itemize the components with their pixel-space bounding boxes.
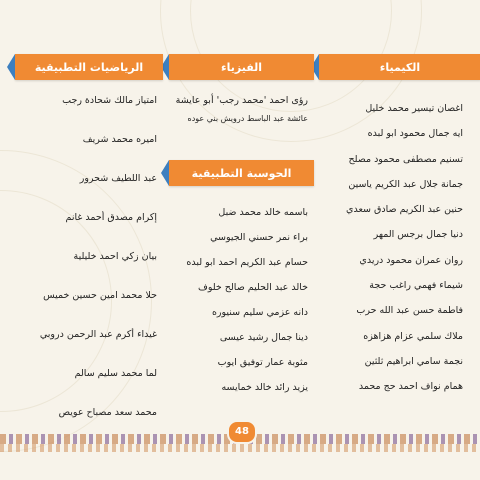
list-item: دنيا جمال برجس المهر bbox=[373, 229, 463, 241]
list-item: محمد سعد مصباح عويص bbox=[58, 407, 157, 418]
physics-title: الفيزياء bbox=[220, 60, 263, 74]
physics-banner bbox=[169, 54, 314, 80]
physics-name-list bbox=[169, 92, 314, 128]
chemistry-name-list bbox=[319, 96, 469, 400]
list-item: خالد عبد الحليم صالح خلوف bbox=[197, 282, 308, 293]
list-item: ايه جمال محمود ابو لبده bbox=[367, 128, 463, 140]
list-item: حلا محمد امين حسين خميس bbox=[43, 290, 157, 301]
applied-computing-column bbox=[169, 160, 314, 400]
list-item: عائشة عبد الباسط درويش بني عوده bbox=[187, 114, 308, 123]
list-item: دينا جمال رشيد عيسى bbox=[219, 332, 308, 343]
list-item: باسمه خالد محمد ضبل bbox=[218, 207, 308, 218]
list-item: غيداء أكرم عبد الرحمن دروبي bbox=[39, 329, 157, 340]
applied-math-banner bbox=[15, 54, 163, 80]
list-item: حنين عبد الكريم صادق سعدي bbox=[346, 204, 463, 216]
applied-math-name-list bbox=[15, 94, 163, 445]
applied-computing-title: الحوسبة التطبيقية bbox=[191, 166, 292, 180]
list-item: روان عمران محمود دريدي bbox=[359, 254, 463, 266]
list-item: همام نواف احمد حج محمد bbox=[358, 381, 463, 393]
list-item: مثوبة عمار توفيق ايوب bbox=[217, 357, 308, 368]
list-item: تسنيم مصطفى محمود مصلح bbox=[348, 153, 463, 165]
list-item: ملاك سلمي عزام هزاهزه bbox=[363, 330, 463, 342]
list-item: امتياز مالك شحادة رجب bbox=[62, 95, 157, 106]
list-item: اغصان تيسير محمد خليل bbox=[365, 103, 463, 114]
applied-computing-name-list bbox=[169, 200, 314, 400]
list-item: فاطمة حسن عبد الله حرب bbox=[356, 305, 463, 317]
chemistry-title: الكيمياء bbox=[379, 60, 421, 74]
list-item: عبد اللطيف شحرور bbox=[79, 173, 157, 184]
physics-column bbox=[169, 54, 314, 128]
list-item: لما محمد سليم سالم bbox=[74, 368, 157, 379]
list-item: اميره محمد شريف bbox=[82, 134, 157, 145]
list-item: حسام عبد الكريم احمد ابو لبده bbox=[186, 257, 308, 268]
list-item: يزيد رائد خالد خمايسه bbox=[221, 382, 308, 393]
decorative-border bbox=[0, 444, 480, 452]
chemistry-column bbox=[319, 54, 469, 400]
list-item: دانه عزمي سليم سنيوره bbox=[211, 307, 308, 318]
list-item: جمانة جلال عبد الكريم ياسين bbox=[348, 178, 463, 190]
page-number: 48 bbox=[227, 420, 257, 444]
chemistry-banner bbox=[319, 54, 480, 80]
applied-computing-banner bbox=[169, 160, 314, 186]
applied-math-title: الرياضيات التطبيقية bbox=[34, 60, 144, 74]
list-item: براء نمر حسني الجيوسي bbox=[210, 232, 308, 243]
list-item: نجمة سامي ابراهيم ثلثين bbox=[364, 355, 463, 367]
list-item: بيان زكي احمد خليلية bbox=[73, 251, 157, 262]
list-item: شيماء فهمي راغب حجة bbox=[369, 280, 463, 292]
list-item: إكرام مصدق أحمد غانم bbox=[65, 212, 157, 223]
applied-math-column bbox=[15, 54, 163, 445]
list-item: رؤى احمد 'محمد رجب' أبو عايشة bbox=[175, 95, 308, 106]
banner-tip-icon bbox=[7, 54, 15, 80]
